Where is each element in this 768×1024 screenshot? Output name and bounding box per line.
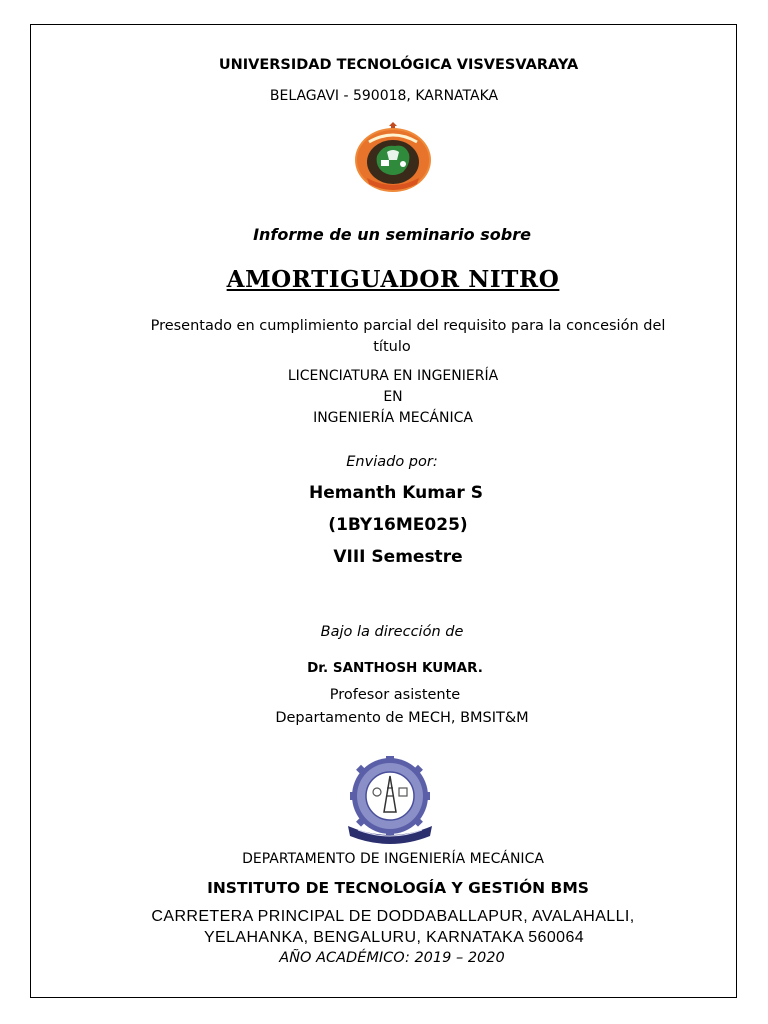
student-name: Hemanth Kumar S xyxy=(309,483,483,503)
institute-address-line2: YELAHANKA, BENGALURU, KARNATAKA 560064 xyxy=(203,929,585,946)
submitted-by-label: Enviado por: xyxy=(346,454,438,470)
department-name: DEPARTAMENTO DE INGENIERÍA MECÁNICA xyxy=(242,851,544,867)
academic-year: AÑO ACADÉMICO: 2019 – 2020 xyxy=(279,950,505,966)
guidance-label: Bajo la dirección de xyxy=(320,624,464,640)
student-id: (1BY16ME025) xyxy=(328,515,468,535)
university-location: BELAGAVI - 590018, KARNATAKA xyxy=(269,88,499,104)
presented-statement-line2: título xyxy=(373,339,411,355)
report-intro: Informe de un seminario sobre xyxy=(253,225,531,244)
degree-line-2: EN xyxy=(383,389,403,405)
bmsit-logo xyxy=(344,756,436,844)
institute-name: INSTITUTO DE TECNOLOGÍA Y GESTIÓN BMS xyxy=(207,879,589,897)
degree-line-1: LICENCIATURA EN INGENIERÍA xyxy=(287,368,499,384)
guide-name: Dr. SANTHOSH KUMAR. xyxy=(307,660,483,676)
presented-statement-line1: Presentado en cumplimiento parcial del requisito para la concesión del xyxy=(150,318,666,334)
student-semester: VIII Semestre xyxy=(333,547,463,567)
institute-address-line1: CARRETERA PRINCIPAL DE DODDABALLAPUR, AVALAHALLI, xyxy=(151,908,635,925)
report-title: AMORTIGUADOR NITRO xyxy=(226,266,560,293)
degree-line-3: INGENIERÍA MECÁNICA xyxy=(313,410,473,426)
guide-title: Profesor asistente xyxy=(329,687,461,703)
university-name: UNIVERSIDAD TECNOLÓGICA VISVESVARAYA xyxy=(218,57,579,73)
vtu-logo xyxy=(353,122,433,194)
degree-block xyxy=(0,366,768,429)
guide-department: Departamento de MECH, BMSIT&M xyxy=(275,710,529,726)
